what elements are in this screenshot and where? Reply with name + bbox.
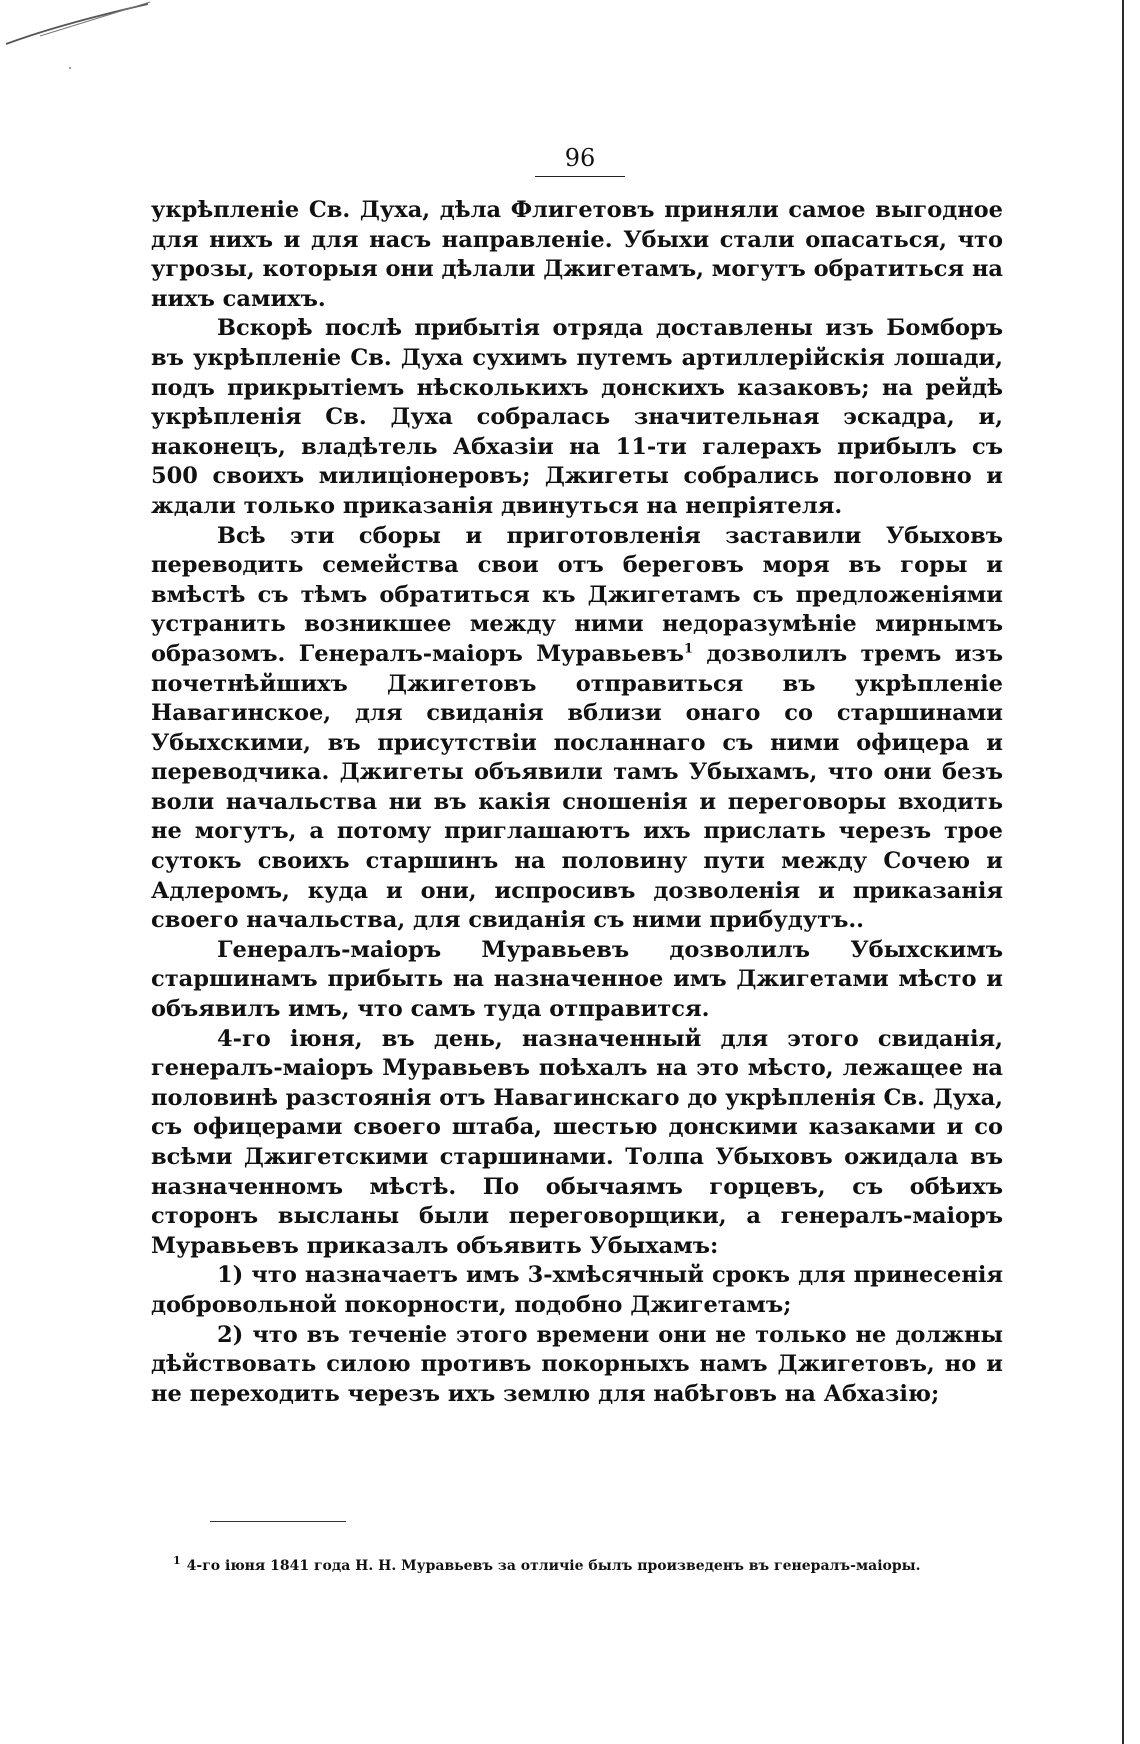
list-item-1: 1) что назначаетъ имъ 3-хмѣсячный срокъ для принесенія добровольной покорности, подобно Джигетамъ; xyxy=(151,1262,1003,1318)
paragraph-3-text-a: Всѣ эти сборы и приготовленія заставили Убыховъ переводить семейства свои отъ береговъ моря въ горы и вмѣстѣ съ тѣмъ обратиться къ Джигетамъ съ предложеніями устранить возникшее между ними недоразумѣніе мирнымъ образомъ. Генералъ-маіоръ Муравьевъ xyxy=(151,522,1003,667)
footnote-marker: 1 xyxy=(173,1554,181,1568)
paragraph-1: укрѣпленіе Св. Духа, дѣла Флигетовъ приняли самое выгодное для нихъ и для насъ направленіе. Убыхи стали опасаться, что угрозы, которыя они дѣлали Джигетамъ, могутъ обратиться на нихъ самихъ. xyxy=(151,197,1003,312)
paragraph-3-text-b: дозволилъ тремъ изъ почетнѣйшихъ Джигетовъ отправиться въ укрѣпленіе Навагинское, для свиданія вблизи онаго со старшинами Убыхскими, въ присутствіи посланнаго съ ними офицера и переводчика. Джигеты объявили тамъ Убыхамъ, что они безъ воли начальства ни въ какія сношенія и переговоры входить не могутъ, а потому приглашаютъ ихъ прислать черезъ трое сутокъ своихъ старшинъ на половину пути между Сочею и Адлеромъ, куда и они, испросивъ дозволенія и приказанія своего начальства, для свиданія съ ними прибудутъ.. xyxy=(151,640,1003,934)
list-item-2: 2) что въ теченіе этого времени они не только не должны дѣйствовать силою противъ покорныхъ намъ Джигетовъ, но и не переходить черезъ ихъ землю для набѣговъ на Абхазію; xyxy=(151,1321,1003,1407)
body-text xyxy=(151,196,1003,1409)
page-number-rule xyxy=(535,176,625,177)
page-edge-line xyxy=(1122,0,1124,1744)
scan-artifact-mark xyxy=(0,0,160,80)
footnote-rule xyxy=(210,1521,346,1522)
page-number: 96 xyxy=(564,144,596,172)
footnote-reference[interactable]: 1 xyxy=(683,641,693,657)
paragraph-4: Генералъ-маіоръ Муравьевъ дозволилъ Убыхскимъ старшинамъ прибыть на назначенное имъ Джигетами мѣсто и объявилъ имъ, что самъ туда отправится. xyxy=(151,936,1003,1023)
paragraph-5: 4-го іюня, въ день, назначенный для этого свиданія, генералъ-маіоръ Муравьевъ поѣхалъ на это мѣсто, лежащее на половинѣ разстоянія отъ Навагинскаго до укрѣпленія Св. Духа, съ офицерами своего штаба, шестью донскими казаками и со всѣми Джигетскими старшинами. Толпа Убыховъ ожидала въ назначенномъ мѣстѣ. По обычаямъ горцевъ, съ обѣихъ сторонъ высланы были переговорщики, а генералъ-маіоръ Муравьевъ приказалъ объявить Убыхамъ: xyxy=(151,1025,1004,1259)
paragraph-3 xyxy=(151,522,1003,936)
footnote xyxy=(151,1556,1003,1576)
footnote-text: 4-го іюня 1841 года Н. Н. Муравьевъ за отличіе былъ произведенъ въ генералъ-маіоры. xyxy=(186,1558,921,1574)
paragraph-2: Вскорѣ послѣ прибытія отряда доставлены изъ Бомборъ въ укрѣпленіе Св. Духа сухимъ путемъ артиллерійскія лошади, подъ прикрытіемъ нѣсколькихъ донскихъ казаковъ; на рейдѣ укрѣпленія Св. Духа собралась значительная эскадра, и, наконецъ, владѣтель Абхазіи на 11-ти галерахъ прибылъ съ 500 своихъ милиціонеровъ; Джигеты собрались поголовно и ждали только приказанія двинуться на непріятеля. xyxy=(151,315,1003,519)
